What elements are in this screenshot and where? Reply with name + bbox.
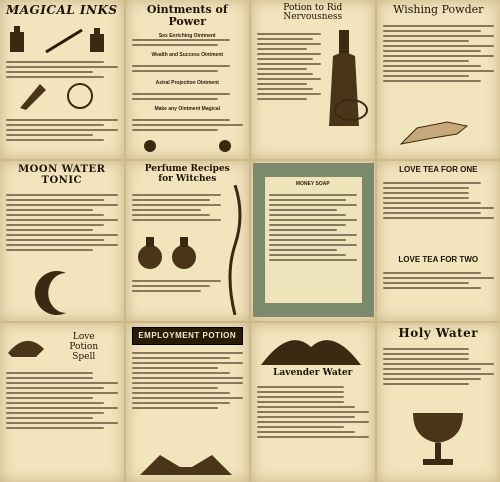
page-lavender-water [251, 323, 375, 482]
page-moon-water [0, 161, 124, 320]
section-text [132, 90, 244, 103]
page-text [257, 383, 369, 441]
title-banner [132, 327, 244, 345]
page-title: Holy Water [398, 325, 479, 340]
section-heading-one: LOVE TEA FOR ONE [399, 165, 478, 175]
corner-ornament-icon [215, 138, 235, 154]
page-title-line1: MOON WATER [18, 164, 106, 176]
page-text [383, 179, 495, 222]
page-text-2 [383, 269, 495, 292]
page-magical-inks [0, 0, 124, 159]
page-title-line1: Love [72, 331, 95, 342]
section-text [132, 116, 244, 134]
page-title: MAGICAL INKS [5, 3, 118, 17]
page-text-2 [132, 277, 222, 295]
lamp-illustration [6, 329, 46, 359]
lavender-illustration [259, 327, 363, 367]
section-heading: Make any Ointment Magical [154, 106, 221, 112]
page-employment-potion [126, 323, 250, 482]
perfume-bottles-illustration [134, 231, 204, 271]
page-text [132, 349, 244, 412]
wine-bottle-illustration [321, 30, 371, 130]
section-text [132, 36, 244, 49]
page-text [383, 22, 495, 85]
ink-bottles-illustration [6, 22, 116, 56]
decorative-border-illustration [225, 185, 245, 315]
page-money-soap [251, 161, 375, 320]
section-text [132, 62, 244, 75]
hands-illustration [136, 447, 236, 477]
page-holy-water [377, 323, 500, 482]
page-text [269, 191, 357, 264]
section-heading: Sex Enriching Ointment [158, 33, 216, 40]
page-text [257, 30, 321, 103]
page-title: MONEY SOAP [295, 181, 330, 188]
page-text [6, 369, 118, 432]
page-perfume-recipes [126, 161, 250, 320]
page-text [383, 345, 495, 388]
section-heading-two: LOVE TEA FOR TWO [398, 255, 479, 265]
page-title-line2: for Witches [158, 173, 217, 184]
page-title-line2: TONIC [41, 174, 82, 186]
page-nervousness-potion [251, 0, 375, 159]
corner-ornament-icon [140, 138, 160, 154]
page-text [6, 191, 118, 254]
page-title: Ointments of Power [146, 3, 228, 28]
page-title: Wishing Powder [393, 3, 484, 16]
page-text [132, 191, 222, 224]
quill-illustration [10, 80, 110, 110]
page-text-2 [6, 116, 118, 144]
page-title-line2: Nervousness [283, 12, 343, 23]
page-title: Lavender Water [273, 367, 353, 378]
page-love-tea [377, 161, 500, 320]
page-ointments [126, 0, 250, 159]
page-title-line3: Spell [72, 351, 96, 362]
chalice-illustration [393, 409, 483, 469]
crescent-moon-illustration [30, 269, 90, 317]
page-title-line1: Perfume Recipes [144, 164, 230, 175]
page-text [6, 58, 118, 81]
page-love-potion [0, 323, 124, 482]
page-wishing-powder [377, 0, 500, 159]
page-title: EMPLOYMENT POTION [138, 331, 237, 341]
section-heading: Wealth and Success Ointment [151, 52, 224, 58]
page-title-line1: Potion to Rid [283, 3, 343, 13]
section-heading: Astral Projection Ointment [155, 80, 219, 86]
hand-illustration [397, 108, 477, 148]
page-title-line2: Potion [69, 341, 99, 352]
